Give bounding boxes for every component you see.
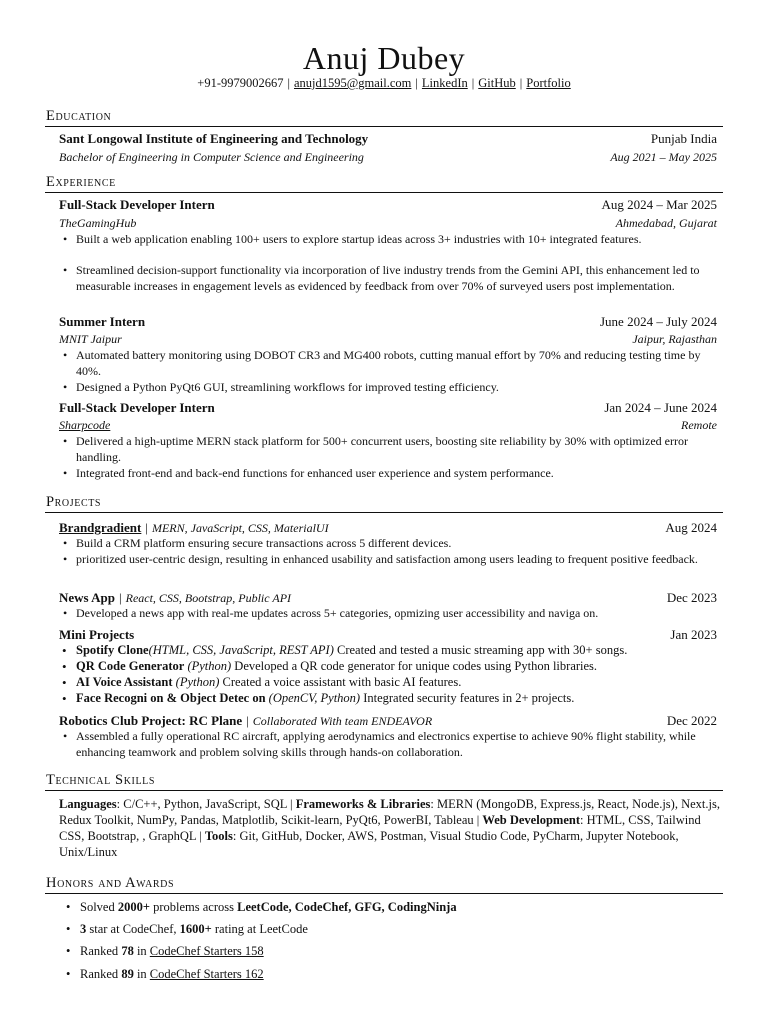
project-date: Dec 2023 (666, 590, 717, 605)
job-company: MNIT Jaipur (59, 332, 122, 346)
portfolio-link[interactable]: Portfolio (526, 76, 571, 90)
award-rank: 78 (121, 944, 134, 958)
award-item (80, 943, 264, 959)
mini-project-item (76, 675, 724, 691)
project-title (59, 590, 291, 606)
education-rule (45, 126, 723, 127)
contest-link[interactable]: CodeChef Starters 158 (149, 944, 264, 958)
award-text: Ranked (80, 967, 122, 981)
project-tech: MERN, JavaScript, CSS, MaterialUI (151, 521, 329, 535)
job-location: Jaipur, Rajasthan (632, 332, 717, 346)
job-role: Summer Intern (59, 314, 146, 329)
contest-link[interactable]: CodeChef Starters 162 (149, 967, 264, 981)
mini-project-tech: (Python) (175, 675, 220, 689)
skills-web-label: Web Development (482, 813, 580, 827)
award-stars: 3 (80, 922, 87, 936)
award-text: in (133, 967, 150, 981)
project-bullet: • Build a CRM platform ensuring secure transactions across 5 different devices. (76, 536, 724, 552)
skills-heading: Technical Skills (46, 772, 156, 788)
mini-project-tech: (OpenCV, Python) (268, 691, 361, 705)
project-date: Aug 2024 (665, 520, 717, 535)
skills-frameworks-label: Frameworks & Libraries (295, 797, 431, 811)
education-dates: Aug 2021 – May 2025 (610, 150, 717, 164)
project-name: Mini Projects (59, 627, 135, 642)
skills-tools-label: Tools (204, 829, 233, 843)
job-company: Sharpcode (59, 418, 111, 432)
projects-rule (45, 512, 723, 513)
job-bullet: • Designed a Python PyQt6 GUI, streamlining workflows for improved testing efficiency. (76, 380, 724, 396)
linkedin-link[interactable]: LinkedIn (421, 76, 468, 90)
mini-project-name: Face Recogni on & Object Detec on (76, 691, 266, 705)
separator: | (246, 713, 249, 728)
award-text: Solved (80, 900, 118, 914)
awards-rule (45, 893, 723, 894)
job-company: TheGamingHub (59, 216, 137, 230)
experience-heading: Experience (46, 174, 116, 190)
job-bullet: • Streamlined decision-support functionality via incorporation of live industry trends from the Gemini API, this enhancement led to measurable increases in engagement levels as evidenced by feedback from over 70% of surveyed users post implementation. (76, 263, 724, 294)
degree: Bachelor of Engineering in Computer Science and Engineering (59, 150, 364, 164)
mini-project-tech: (Python) (187, 659, 232, 673)
mini-project-desc: Integrated security features in 2+ projects. (363, 691, 575, 705)
job-location: Remote (681, 418, 717, 432)
award-text: star at CodeChef, (86, 922, 180, 936)
project-bullet: • prioritized user-centric design, resulting in enhanced usability and satisfaction among users leading to frequent positive feedback. (76, 552, 724, 568)
award-rank: 89 (121, 967, 134, 981)
award-text: Ranked (80, 944, 122, 958)
project-name: Robotics Club Project: RC Plane (59, 713, 243, 728)
job-dates: Jan 2024 – June 2024 (604, 400, 717, 415)
school-name: Sant Longowal Institute of Engineering and Technology (59, 131, 369, 146)
separator: | (145, 520, 148, 535)
award-text: in (133, 944, 150, 958)
project-tech: React, CSS, Bootstrap, Public API (125, 591, 292, 605)
award-item (80, 921, 308, 937)
separator: | (119, 590, 122, 605)
school-location: Punjab India (650, 131, 717, 146)
job-bullet: • Delivered a high-uptime MERN stack platform for 500+ concurrent users, boosting site reliability by 30% with optimized error handling. (76, 434, 724, 465)
job-dates: June 2024 – July 2024 (600, 314, 717, 329)
skills-block: Languages: C/C++, Python, JavaScript, SQL | Frameworks & Libraries: MERN (MongoDB, Express.js, React, Node.js), Next.js, Redux Toolkit, NumPy, Pandas, Matplotlib, Scikit-learn, PyQt6, PowerBI, Tableau | Web Development: HTML, CSS, Tailwind CSS, Bootstrap, , GraphQL | Tools: Git, GitHub, Docker, AWS, Postman, Visual Studio Code, PyCharm, Jupyter Notebook, Unix/Linux (59, 797, 720, 859)
award-count: 2000+ (117, 900, 150, 914)
candidate-name: Anuj Dubey (302, 40, 466, 76)
mini-project-name: Spotify Clone (76, 643, 149, 657)
job-bullet: • Automated battery monitoring using DOBOT CR3 and MG400 robots, cutting manual effort by 70% and reducing testing time by 40%. (76, 348, 724, 379)
award-item (80, 899, 457, 915)
experience-rule (45, 192, 723, 193)
job-role: Full-Stack Developer Intern (59, 400, 215, 415)
award-rating: 1600+ (179, 922, 212, 936)
contact-line (0, 75, 768, 91)
awards-heading: Honors and Awards (46, 875, 175, 891)
separator: | (471, 76, 475, 90)
mini-project-item (76, 691, 724, 707)
award-text: rating at LeetCode (211, 922, 308, 936)
project-tech: Collaborated With team ENDEAVOR (252, 714, 433, 728)
project-name: News App (59, 590, 115, 605)
project-title (59, 520, 329, 536)
project-bullet: • Assembled a fully operational RC aircraft, applying aerodynamics and electronics expertise to achieve 90% flight stability, while enhancing teamwork and problem solving skills through hands-on collaboration. (76, 729, 724, 760)
mini-project-name: QR Code Generator (76, 659, 185, 673)
mini-project-desc: Created and tested a music streaming app with 30+ songs. (337, 643, 628, 657)
project-date: Dec 2022 (666, 713, 717, 728)
separator: | (415, 76, 418, 90)
phone-number: +91-9979002667 (197, 76, 284, 90)
project-bullet: • Developed a news app with real-me updates across 5+ categories, opmizing user accessibility and naviga on. (76, 606, 724, 622)
job-bullet: • Integrated front-end and back-end functions for enhanced user experience and system performance. (76, 466, 724, 482)
award-text: problems across (149, 900, 238, 914)
project-date: Jan 2023 (670, 627, 717, 642)
separator: | (287, 76, 290, 90)
skills-languages-label: Languages (59, 797, 117, 811)
separator: | (519, 76, 523, 90)
skills-tools: Git, GitHub, Docker, AWS, Postman, Visual Studio Code, PyCharm, Jupyter Notebook, Unix/Linux (59, 829, 679, 859)
mini-project-item (76, 659, 724, 675)
job-bullet: • Built a web application enabling 100+ users to explore startup ideas across 3+ industries with 10+ integrated features. (76, 232, 724, 248)
job-role: Full-Stack Developer Intern (59, 197, 215, 212)
education-heading: Education (46, 108, 112, 124)
mini-project-desc: Created a voice assistant with basic AI features. (222, 675, 462, 689)
skills-frameworks: MERN (MongoDB, Express.js, React, Node.js), Next.js, Redux Toolkit, NumPy, Pandas, Matplotlib, Scikit-learn, PyQt6, PowerBI, Tableau (59, 797, 720, 827)
project-name: Brandgradient (59, 520, 142, 535)
award-item (80, 966, 264, 982)
award-sites: LeetCode, CodeChef, GFG, CodingNinja (237, 900, 457, 914)
mini-project-desc: Developed a QR code generator for unique codes using Python libraries. (234, 659, 598, 673)
skills-languages: C/C++, Python, JavaScript, SQL (123, 797, 287, 811)
email-link[interactable]: anujd1595@gmail.com (294, 76, 412, 90)
mini-project-item (76, 643, 724, 659)
project-title (59, 713, 432, 729)
projects-heading: Projects (46, 494, 102, 510)
job-dates: Aug 2024 – Mar 2025 (601, 197, 717, 212)
job-location: Ahmedabad, Gujarat (615, 216, 717, 230)
mini-project-tech: (HTML, CSS, JavaScript, REST API) (148, 643, 334, 657)
skills-web: HTML, CSS, Tailwind CSS, Bootstrap, , GraphQL (59, 813, 701, 843)
github-link[interactable]: GitHub (478, 76, 516, 90)
mini-project-name: AI Voice Assistant (76, 675, 173, 689)
skills-rule (45, 790, 723, 791)
